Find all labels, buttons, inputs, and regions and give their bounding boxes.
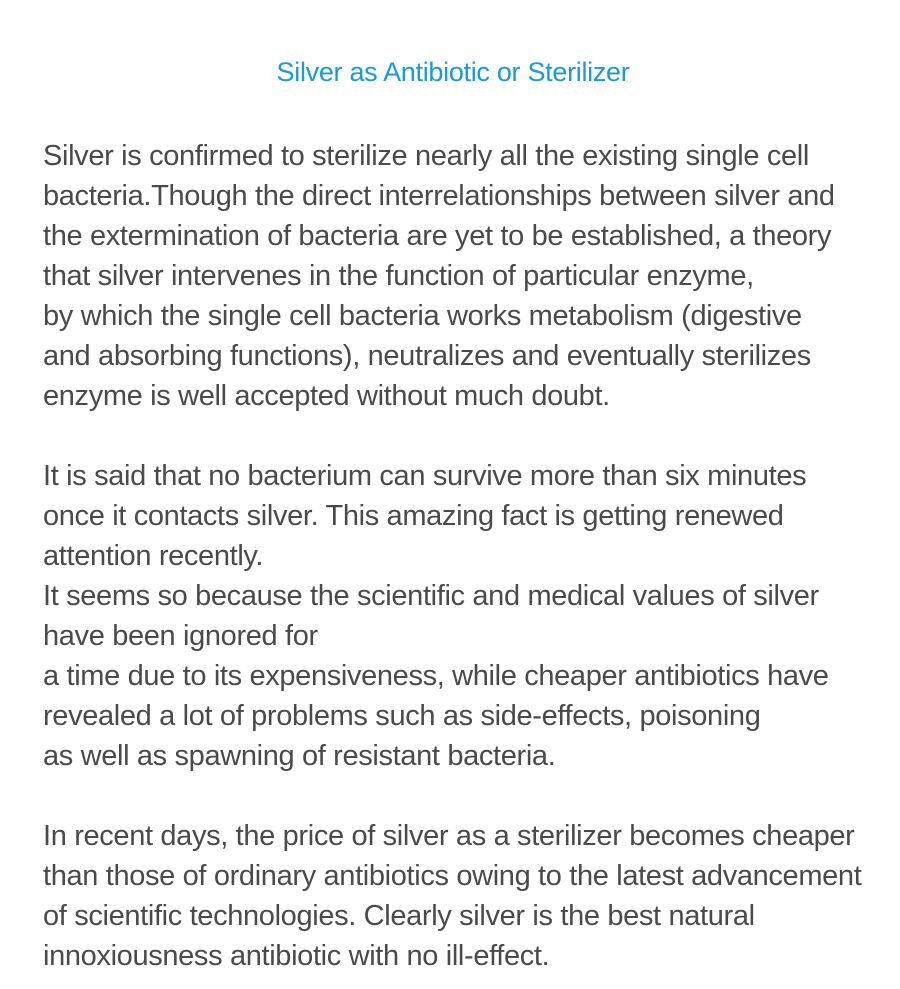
paragraph-gap xyxy=(43,416,900,456)
text-line: revealed a lot of problems such as side-effects, poisoning xyxy=(43,700,761,732)
text-line: of scientific technologies. Clearly silver is the best natural xyxy=(43,900,755,932)
article-body xyxy=(43,136,900,976)
text-line: and absorbing functions), neutralizes and eventually sterilizes xyxy=(43,340,811,372)
text-line: Silver is confirmed to sterilize nearly all the existing single cell xyxy=(43,140,809,172)
paragraph-1 xyxy=(43,136,900,416)
text-line: a time due to its expensiveness, while cheaper antibiotics have xyxy=(43,660,829,692)
text-line: as well as spawning of resistant bacteria. xyxy=(43,740,556,772)
text-line: innoxiousness antibiotic with no ill-effect. xyxy=(43,940,550,972)
text-line: bacteria.Though the direct interrelationships between silver and xyxy=(43,180,835,212)
text-line: by which the single cell bacteria works metabolism (digestive xyxy=(43,300,802,332)
text-line: that silver intervenes in the function of particular enzyme, xyxy=(43,260,754,292)
page-title: Silver as Antibiotic or Sterilizer xyxy=(276,57,630,87)
text-line: once it contacts silver. This amazing fact is getting renewed xyxy=(43,500,784,532)
text-line: In recent days, the price of silver as a sterilizer becomes cheaper xyxy=(43,820,855,852)
text-line: It seems so because the scientific and medical values of silver xyxy=(43,580,819,612)
paragraph-3 xyxy=(43,816,900,976)
text-line: have been ignored for xyxy=(43,620,318,652)
paragraph-gap xyxy=(43,776,900,816)
text-line: attention recently. xyxy=(43,540,264,572)
text-line: enzyme is well accepted without much doubt. xyxy=(43,380,610,412)
text-line: It is said that no bacterium can survive more than six minutes xyxy=(43,460,807,492)
paragraph-2 xyxy=(43,456,900,776)
text-line: the extermination of bacteria are yet to be established, a theory xyxy=(43,220,832,252)
text-line: than those of ordinary antibiotics owing to the latest advancement xyxy=(43,860,862,892)
